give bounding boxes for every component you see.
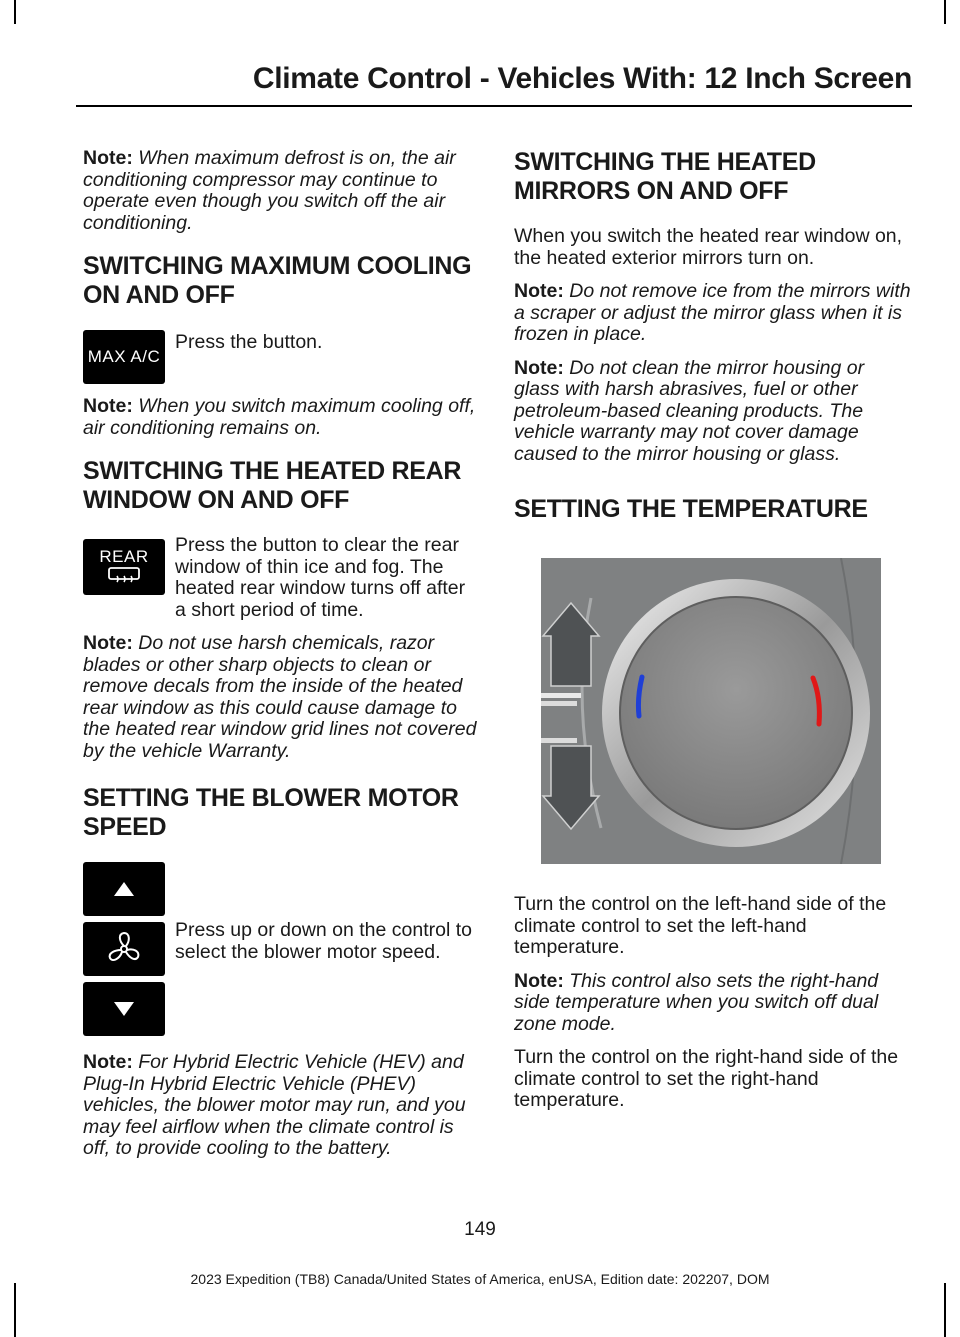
- temperature-knob-illustration: [541, 558, 881, 864]
- rear-window-instruction: Press the button to clear the rear window of thin ice and fog. The heated rear window turns off after a short period of time.: [175, 534, 466, 621]
- arrow-up-icon: [113, 881, 135, 897]
- fan-icon: [104, 929, 144, 969]
- note-mirrors-ice: Note: Do not remove ice from the mirrors with a scraper or adjust the mirror glass when it is frozen in place.: [514, 280, 911, 345]
- right-column: [514, 148, 912, 1124]
- page-header-title: Climate Control - Vehicles With: 12 Inch Screen: [252, 62, 912, 95]
- blower-up-button-icon: [83, 862, 165, 916]
- max-ac-row: [83, 330, 478, 384]
- page-number: 149: [464, 1219, 496, 1240]
- crop-mark: [14, 1283, 16, 1337]
- crop-mark: [944, 0, 946, 24]
- heading-max-cooling: SWITCHING MAXIMUM COOLING ON AND OFF: [83, 252, 472, 309]
- rear-window-row: [83, 535, 478, 621]
- note-defrost: Note: When maximum defrost is on, the air conditioning compressor may continue to operate even though you switch off the air conditioning.: [83, 147, 456, 234]
- note-mirrors-cleaning: Note: Do not clean the mirror housing or glass with harsh abrasives, fuel or other petroleum-based cleaning products. The vehicle warranty may not cover damage caused to the mirror housing or glass.: [514, 356, 865, 465]
- max-ac-instruction: Press the button.: [175, 331, 323, 353]
- scale-tick: [541, 738, 577, 743]
- note-max-cooling: Note: When you switch maximum cooling off, air conditioning remains on.: [83, 395, 476, 439]
- temperature-knob-figure: [541, 558, 881, 864]
- left-column: [83, 148, 478, 1172]
- heading-blower: SETTING THE BLOWER MOTOR SPEED: [83, 784, 459, 841]
- heading-heated-mirrors: SWITCHING THE HEATED MIRRORS ON AND OFF: [514, 148, 816, 205]
- rear-defrost-button-icon: REAR: [83, 539, 165, 595]
- blower-button-stack: [83, 862, 165, 1036]
- scale-tick: [541, 693, 581, 698]
- heading-temperature: SETTING THE TEMPERATURE: [514, 495, 868, 523]
- blower-down-button-icon: [83, 982, 165, 1036]
- blower-instruction: Press up or down on the control to select the blower motor speed.: [175, 919, 473, 963]
- note-blower: Note: For Hybrid Electric Vehicle (HEV) and Plug-In Hybrid Electric Vehicle (PHEV) vehicles, the blower motor may run, and you may feel airflow when the climate control is off, to provide cooling to the battery.: [83, 1051, 466, 1159]
- blower-control-row: [83, 862, 478, 1038]
- scale-tick: [541, 701, 577, 706]
- rear-defrost-icon: [107, 566, 141, 586]
- mirrors-text: When you switch the heated rear window on, the heated exterior mirrors turn on.: [514, 225, 903, 269]
- crop-mark: [14, 0, 16, 24]
- note-temperature: Note: This control also sets the right-hand side temperature when you switch off dual zone mode.: [514, 969, 879, 1035]
- fan-button-icon: [83, 922, 165, 976]
- max-ac-button-icon: MAX A/C: [83, 330, 165, 384]
- arrow-down-icon: [113, 1001, 135, 1017]
- heading-rear-window: SWITCHING THE HEATED REAR WINDOW ON AND OFF: [83, 457, 462, 514]
- temperature-left-text: Turn the control on the left-hand side of the climate control to set the left-hand temperature.: [514, 893, 887, 958]
- page-footer: 2023 Expedition (TB8) Canada/United States of America, enUSA, Edition date: 202207, DOM: [190, 1271, 770, 1287]
- header-rule: [76, 105, 912, 107]
- temperature-right-text: Turn the control on the right-hand side of the climate control to set the right-hand temperature.: [514, 1046, 899, 1111]
- note-rear-window: Note: Do not use harsh chemicals, razor blades or other sharp objects to clean or remove decals from the inside of the heated rear window as this could cause damage to the heated rear window grid lines not covered by the vehicle Warranty.: [83, 632, 477, 762]
- crop-mark: [944, 1283, 946, 1337]
